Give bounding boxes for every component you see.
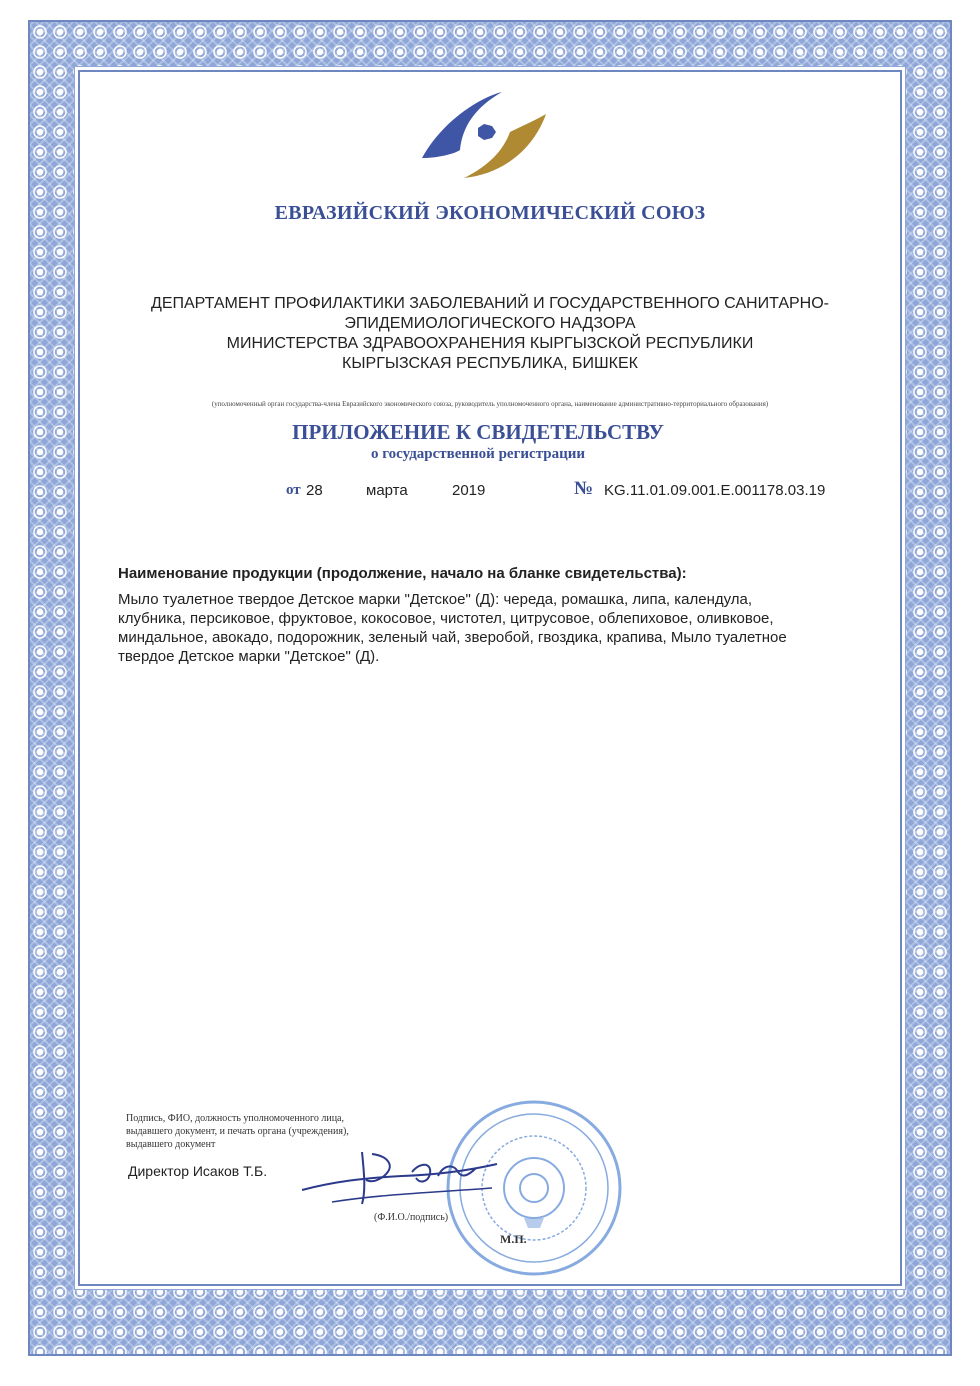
product-line: миндальное, авокадо, подорожник, зеленый чай, зверобой, гвоздика, крапива, Мыло туалетное (118, 629, 787, 646)
product-line: клубника, персиковое, фруктовое, кокосовое, чистотел, цитрусовое, облепиховое, оливковое, (118, 610, 774, 627)
issuing-authority (110, 294, 870, 374)
signature-note-line: Подпись, ФИО, должность уполномоченного лица, (126, 1113, 344, 1124)
product-description (118, 590, 858, 666)
union-title: ЕВРАЗИЙСКИЙ ЭКОНОМИЧЕСКИЙ СОЮЗ (274, 202, 706, 224)
eaeu-logo (414, 88, 554, 188)
product-line: Мыло туалетное твердое Детское марки "Детское" (Д): череда, ромашка, липа, календула, (118, 591, 753, 608)
signature-caption: (Ф.И.О./подпись) (374, 1212, 449, 1223)
annex-subtitle: о государственной регистрации (370, 446, 586, 462)
authority-line: ДЕПАРТАМЕНТ ПРОФИЛАКТИКИ ЗАБОЛЕВАНИЙ И ГОСУДАРСТВЕННОГО САНИТАРНО- (150, 295, 829, 312)
authority-caption: (уполномоченный орган государства-члена Евразийского экономического союза, руководитель уполномоченного органа, наименование административно-территориального образования) (211, 400, 769, 408)
date-from-label: от (286, 482, 301, 498)
signature-note-line: выдавшего документ, и печать органа (учреждения), (126, 1126, 349, 1137)
authority-line: КЫРГЫЗСКАЯ РЕСПУБЛИКА, БИШКЕК (342, 355, 638, 372)
registration-year: 2019 (452, 482, 486, 499)
stamp-label: М.П. (500, 1232, 527, 1246)
registration-number: KG.11.01.09.001.E.001178.03.19 (604, 482, 826, 499)
signer-name: Директор Исаков Т.Б. (128, 1163, 268, 1179)
annex-title: ПРИЛОЖЕНИЕ К СВИДЕТЕЛЬСТВУ (292, 420, 664, 444)
registration-day: 28 (306, 482, 323, 499)
authority-line: ЭПИДЕМИОЛОГИЧЕСКОГО НАДЗОРА (344, 315, 636, 332)
number-sign: № (574, 478, 594, 499)
signature-note-line: выдавшего документ (126, 1139, 216, 1150)
authority-line: МИНИСТЕРСТВА ЗДРАВООХРАНЕНИЯ КЫРГЫЗСКОЙ РЕСПУБЛИКИ (226, 335, 754, 352)
product-heading: Наименование продукции (продолжение, начало на бланке свидетельства): (118, 565, 687, 582)
product-line: твердое Детское марки "Детское" (Д). (118, 648, 380, 665)
registration-month: марта (366, 482, 408, 499)
handwritten-signature (292, 1142, 512, 1212)
